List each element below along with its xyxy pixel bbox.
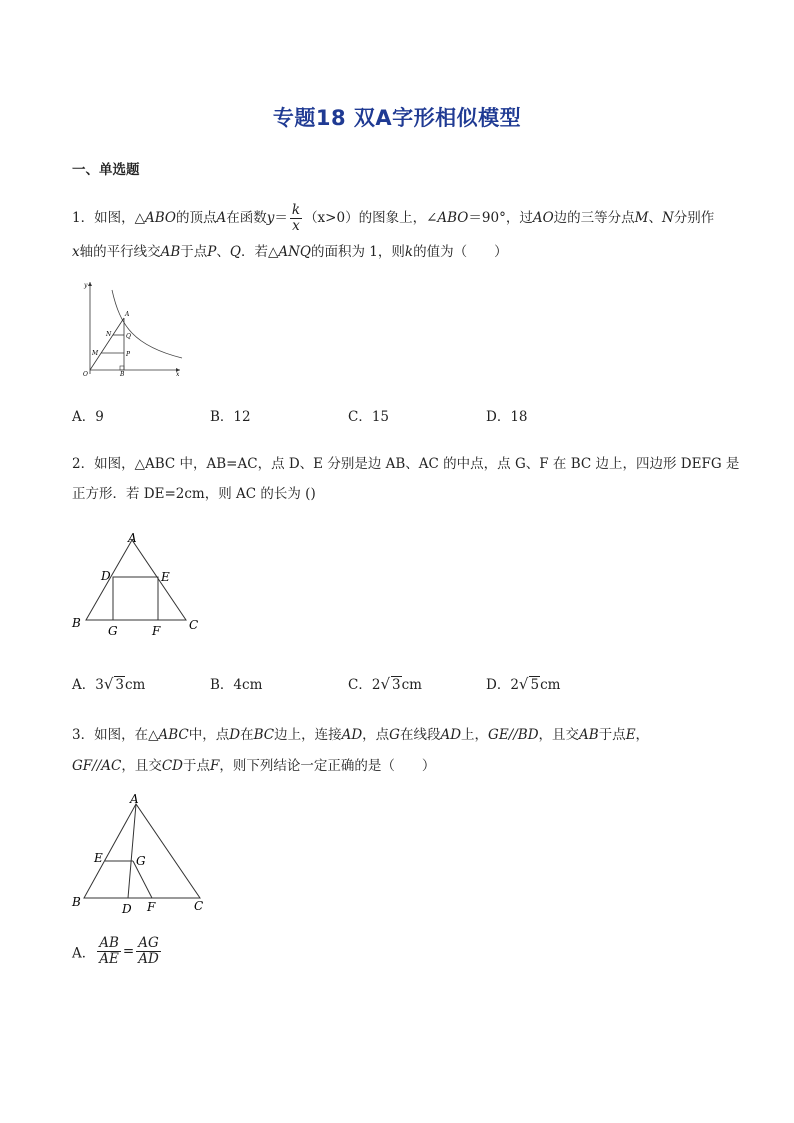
fig1-label-x: x (176, 371, 180, 378)
fig2-label-c: C (189, 618, 199, 632)
q2-figure (68, 528, 208, 640)
q1-option-b[interactable]: B．12 (210, 409, 251, 425)
fig1-label-m: M (92, 350, 99, 357)
q2-option-a[interactable]: A．3√ 3cm (72, 675, 146, 693)
fig2-label-d: D (101, 569, 111, 583)
k-over-x-fraction: $\frac{k}{x}$ (291, 202, 301, 234)
fig2-label-b: B (72, 616, 81, 630)
fig1-label-n: N (106, 331, 112, 338)
fig2-label-e: E (161, 570, 170, 584)
q1-figure (72, 278, 192, 380)
fig3-label-e: E (94, 851, 103, 865)
q3-line2: GF//AC，且交CD于点F，则下列结论一定正确的是（ ） (72, 758, 436, 774)
q1-option-a[interactable]: A．9 (72, 409, 104, 425)
q2-line2: 正方形．若 DE=2cm，则 AC 的长为 () (72, 486, 316, 502)
fig2-label-a: A (128, 531, 137, 545)
fig1-label-b: B (120, 371, 125, 378)
page-title: 专题18 双A字形相似模型 (272, 106, 522, 130)
fig3-label-g: G (136, 854, 146, 868)
q3-figure (68, 790, 216, 918)
fig3-label-c: C (194, 899, 204, 913)
q2-option-b[interactable]: B．4cm (210, 677, 263, 693)
q2-line1: 2．如图，△ABC 中，AB=AC，点 D、E 分别是边 AB、AC 的中点，点 G、F 在 BC 边上，四边形 DEFG 是 (72, 456, 740, 472)
q1-line1: 1．如图，△ABO的顶点A在函数y＝ $\frac{k}{x}$ （x>0）的图象上，∠ABO＝90°，过AO边的三等分点M、N分别作 (72, 202, 715, 234)
q3-line1: 3．如图，在△ABC中，点D在BC边上，连接AD，点G在线段AD上，GE//BD，且交AB于点E， (72, 727, 650, 743)
fig3-label-a: A (130, 792, 139, 806)
fig3-label-b: B (72, 895, 81, 909)
q1-option-c[interactable]: C．15 (348, 409, 390, 425)
q1-line2: x轴的平行线交AB于点P、Q．若△ANQ的面积为 1，则k的值为（ ） (72, 244, 508, 260)
fig1-label-p: P (126, 351, 131, 358)
fig3-label-f: F (147, 900, 156, 914)
fig1-label-a: A (125, 311, 130, 318)
q2-option-c[interactable]: C．2√ 3cm (348, 675, 422, 693)
fig1-label-y: y (84, 282, 88, 289)
fig1-label-o: O (83, 371, 88, 378)
q2-option-d[interactable]: D．2√ 5cm (486, 675, 561, 693)
q3-option-a[interactable]: A． $\frac{AB}{AE}$ = $\frac{AG}{AD}$ (72, 935, 159, 967)
section-heading: 一、单选题 (72, 162, 140, 178)
fig3-label-d: D (122, 902, 132, 916)
fig1-label-q: Q (126, 333, 131, 340)
q1-option-d[interactable]: D．18 (486, 409, 528, 425)
fig2-label-f: F (152, 624, 161, 638)
fig2-label-g: G (108, 624, 118, 638)
